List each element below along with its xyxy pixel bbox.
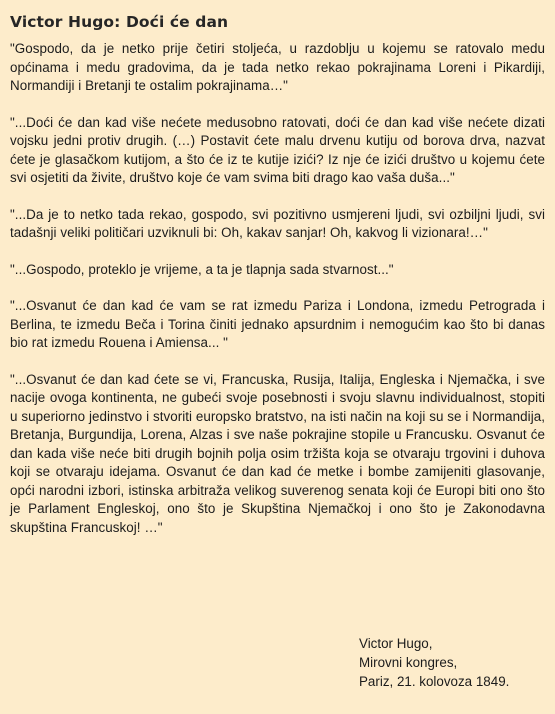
signature-event: Mirovni kongres, <box>359 655 458 670</box>
quote-paragraph-3: "...Da je to netko tada rekao, gospodo, svi pozitivno usmjereni ljudi, svi ozbiljni ljudi, svi tadašnji veliki političari uzviknuli bi: Oh, kakav sanjar! Oh, kakvog li vizionara!…" <box>10 206 545 240</box>
document-title: Victor Hugo: Doći će dan <box>10 13 229 31</box>
quote-paragraph-5: "...Osvanut će dan kad će vam se rat izmedu Pariza i Londona, izmedu Petrograda i Berlina, te izmedu Beča i Torina činiti jednako apsurdnim i nemogućim kao što bi danas bio rat izmedu Rouena i Amiensa... " <box>10 298 545 350</box>
signature-place-date: Pariz, 21. kolovoza 1849. <box>359 674 510 689</box>
quote-paragraph-6: "...Osvanut će dan kad ćete se vi, Francuska, Rusija, Italija, Engleska i Njemačka, i sve nacije ovoga kontinenta, ne gubeći svoje posebnosti i svoju slavnu individualnost, stopiti u superiorno jedinstvo i stvoriti europsko bratstvo, na isti način na koji su se i Normandija, Bretanja, Burgundija, Lorena, Alzas i sve naše pokrajine stopile u Francusku. Osvanut će dan kada više neće biti drugih bojnih polja osim tržišta koja se otvaraju trgovini i duhova koji se otvaraju idejama. Osvanut će dan kad će metke i bombe zamijeniti glasovanje, opći narodni izbori, istinska arbitraža velikog suverenog senata koji će Europi biti ono što je Parlament Engleskoj, ono što je Skupština Njemačkoj i ono što je Zakonodavna skupština Francuskoj! …" <box>10 371 545 535</box>
quote-paragraph-2: "...Doći će dan kad više nećete medusobno ratovati, doći će dan kad više nećete dizati vojsku jedni protiv drugih. (…) Postavit ćete malu drvenu kutiju od borova drva, nazvat ćete je glasačkom kutijom, a što će iz te kutije izići? Iz nje će izići društvo u kojemu ćete svi osjetiti da živite, društvo koje će vam svima biti drago kao vaša duša..." <box>10 114 545 185</box>
quote-paragraph-4: "...Gospodo, proteklo je vrijeme, a ta je tlapnja sada stvarnost..." <box>10 261 394 277</box>
quote-paragraph-1: "Gospodo, da je netko prije četiri stoljeća, u razdoblju u kojemu se ratovalo medu općinama i medu gradovima, da je tada netko rekao pokrajinama Loreni i Pikardiji, Normandiji i Bretanji te ostalim pokrajinama…" <box>10 41 545 93</box>
signature-author: Victor Hugo, <box>359 636 433 651</box>
signature-block <box>359 634 509 691</box>
